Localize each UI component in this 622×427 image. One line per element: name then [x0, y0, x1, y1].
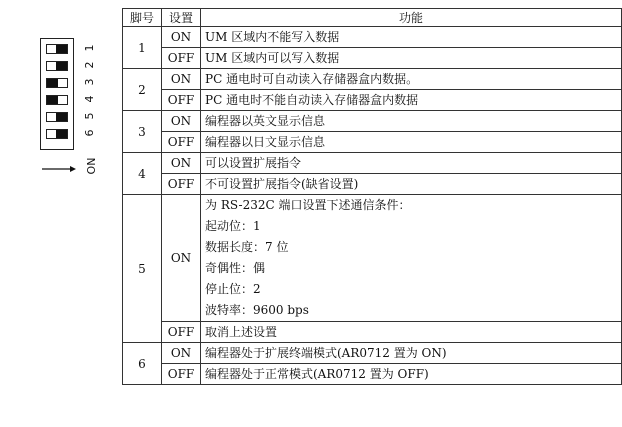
dip-number-4: 4 [83, 95, 96, 103]
table-row [123, 364, 622, 385]
table-row [123, 195, 622, 322]
function-text: 数据长度：7 位 [205, 240, 289, 254]
table-row [123, 48, 622, 69]
setting-value: OFF [162, 48, 201, 69]
table-header-row [123, 9, 622, 27]
table-row [123, 132, 622, 153]
pin-number: 6 [123, 343, 162, 385]
setting-value: OFF [162, 90, 201, 111]
setting-value: ON [162, 343, 201, 364]
table-row [123, 153, 622, 174]
dip-switch-2 [46, 61, 68, 71]
on-direction-arrow-icon [40, 164, 76, 174]
function-text: 取消上述设置 [201, 322, 622, 343]
function-text: 可以设置扩展指令 [201, 153, 622, 174]
function-text: PC 通电时不能自动读入存储器盒内数据 [201, 90, 622, 111]
header-pin: 脚号 [123, 9, 162, 27]
dip-switch-1 [46, 44, 68, 54]
function-text: UM 区域内不能写入数据 [201, 27, 622, 48]
function-text: 停止位：2 [205, 282, 261, 296]
dip-switch-4 [46, 95, 68, 105]
setting-value: ON [162, 111, 201, 132]
dip-switch-3 [46, 78, 68, 88]
setting-value: OFF [162, 364, 201, 385]
setting-value: OFF [162, 322, 201, 343]
table-row [123, 90, 622, 111]
pin-number: 3 [123, 111, 162, 153]
pin-number: 4 [123, 153, 162, 195]
dip-number-2: 2 [83, 61, 96, 69]
setting-value: ON [162, 195, 201, 322]
dip-switch-figure [40, 38, 102, 175]
function-text: 为 RS-232C 端口设置下述通信条件： [205, 198, 411, 212]
function-text: 编程器处于扩展终端模式(AR0712 置为 ON) [201, 343, 622, 364]
dip-switch-body [40, 38, 74, 150]
dip-switch-6 [46, 129, 68, 139]
table-row [123, 174, 622, 195]
pin-number: 1 [123, 27, 162, 69]
function-text: 编程器以英文显示信息 [201, 111, 622, 132]
table-row [123, 111, 622, 132]
dip-number-1: 1 [83, 44, 96, 52]
function-text: 波特率：9600 bps [205, 303, 309, 317]
setting-value: OFF [162, 174, 201, 195]
dip-switch-5 [46, 112, 68, 122]
function-text: 奇偶性：偶 [205, 261, 266, 275]
function-text: 起动位：1 [205, 219, 261, 233]
table-row [123, 27, 622, 48]
setting-value: ON [162, 153, 201, 174]
dip-number-6: 6 [83, 129, 96, 137]
on-label: ON [85, 157, 98, 175]
dip-number-5: 5 [83, 112, 96, 120]
function-text: UM 区域内可以写入数据 [201, 48, 622, 69]
function-text: 编程器以日文显示信息 [201, 132, 622, 153]
setting-value: ON [162, 69, 201, 90]
dip-number-3: 3 [83, 78, 96, 86]
pin-number: 5 [123, 195, 162, 343]
pin-number: 2 [123, 69, 162, 111]
setting-value: OFF [162, 132, 201, 153]
function-text: 不可设置扩展指令(缺省设置) [201, 174, 622, 195]
function-text: 编程器处于正常模式(AR0712 置为 OFF) [201, 364, 622, 385]
header-function: 功能 [201, 9, 622, 27]
function-text-block [201, 195, 622, 322]
table-row [123, 322, 622, 343]
function-text: PC 通电时可自动读入存储器盒内数据。 [201, 69, 622, 90]
header-setting: 设置 [162, 9, 201, 27]
table-row [123, 343, 622, 364]
setting-value: ON [162, 27, 201, 48]
dip-switch-settings-table [122, 8, 622, 385]
table-row [123, 69, 622, 90]
